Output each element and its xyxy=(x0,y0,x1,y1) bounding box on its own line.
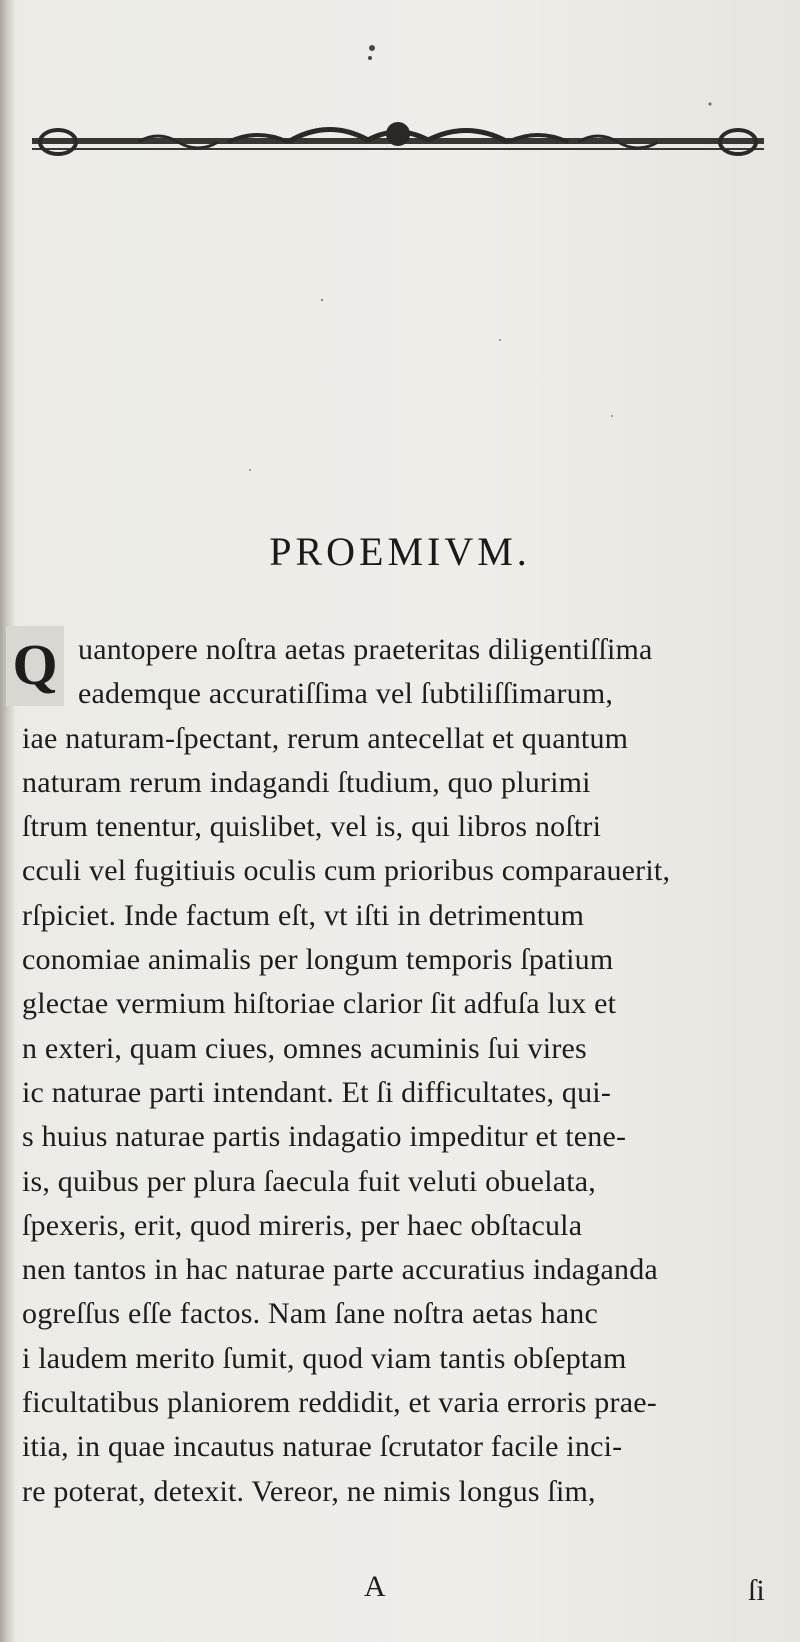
binding-edge xyxy=(0,0,14,1642)
body-text xyxy=(22,628,784,1514)
page-footer xyxy=(0,1570,800,1620)
text-line: eademque accuratiſſima vel ſubtiliſſimarum, xyxy=(78,677,614,711)
text-line: re poterat, detexit. Vereor, ne nimis longus ſim, xyxy=(22,1474,596,1508)
catchword: ſi xyxy=(748,1574,765,1607)
text-line: s huius naturae partis indagatio impeditur et tene- xyxy=(22,1120,627,1154)
text-line: glectae vermium hiſtoriae clarior ſit adfuſa lux et xyxy=(22,987,617,1021)
text-line: is, quibus per plura ſaecula fuit veluti obuelata, xyxy=(22,1164,596,1198)
text-line: nen tantos in hac naturae parte accuratius indaganda xyxy=(22,1253,658,1287)
text-line: cculi vel fugitiuis oculis cum prioribus comparauerit, xyxy=(22,854,671,888)
text-line: itia, in quae incautus naturae ſcrutator facile inci- xyxy=(22,1430,623,1464)
decorative-headpiece xyxy=(28,118,768,168)
text-line: rſpiciet. Inde factum eſt, vt iſti in detrimentum xyxy=(22,898,585,932)
text-line: ic naturae parti intendant. Et ſi difficultates, qui- xyxy=(22,1075,612,1109)
text-line: ogreſſus eſſe factos. Nam ſane noſtra aetas hanc xyxy=(22,1297,599,1331)
text-line: i laudem merito ſumit, quod viam tantis obſeptam xyxy=(22,1341,627,1375)
signature-mark: A xyxy=(364,1570,386,1603)
text-line: ſpexeris, erit, quod mireris, per haec obſtacula xyxy=(22,1208,583,1242)
page-heading: PROEMIVM. xyxy=(269,529,531,574)
text-line: iae naturam-ſpectant, rerum antecellat et quantum xyxy=(22,721,629,755)
text-line: ficultatibus planiorem reddidit, et varia erroris prae- xyxy=(22,1386,657,1420)
text-line: conomiae animalis per longum temporis ſpatium xyxy=(22,943,614,977)
text-line: ſtrum tenentur, quislibet, vel is, qui libros noſtri xyxy=(22,810,602,844)
text-line: n exteri, quam ciues, omnes acuminis ſui vires xyxy=(22,1031,587,1065)
text-line: naturam rerum indagandi ſtudium, quo plurimi xyxy=(22,765,591,799)
initial-letter: Q xyxy=(12,632,58,697)
text-line: uantopere noſtra aetas praeteritas diligentiſſima xyxy=(78,633,653,666)
